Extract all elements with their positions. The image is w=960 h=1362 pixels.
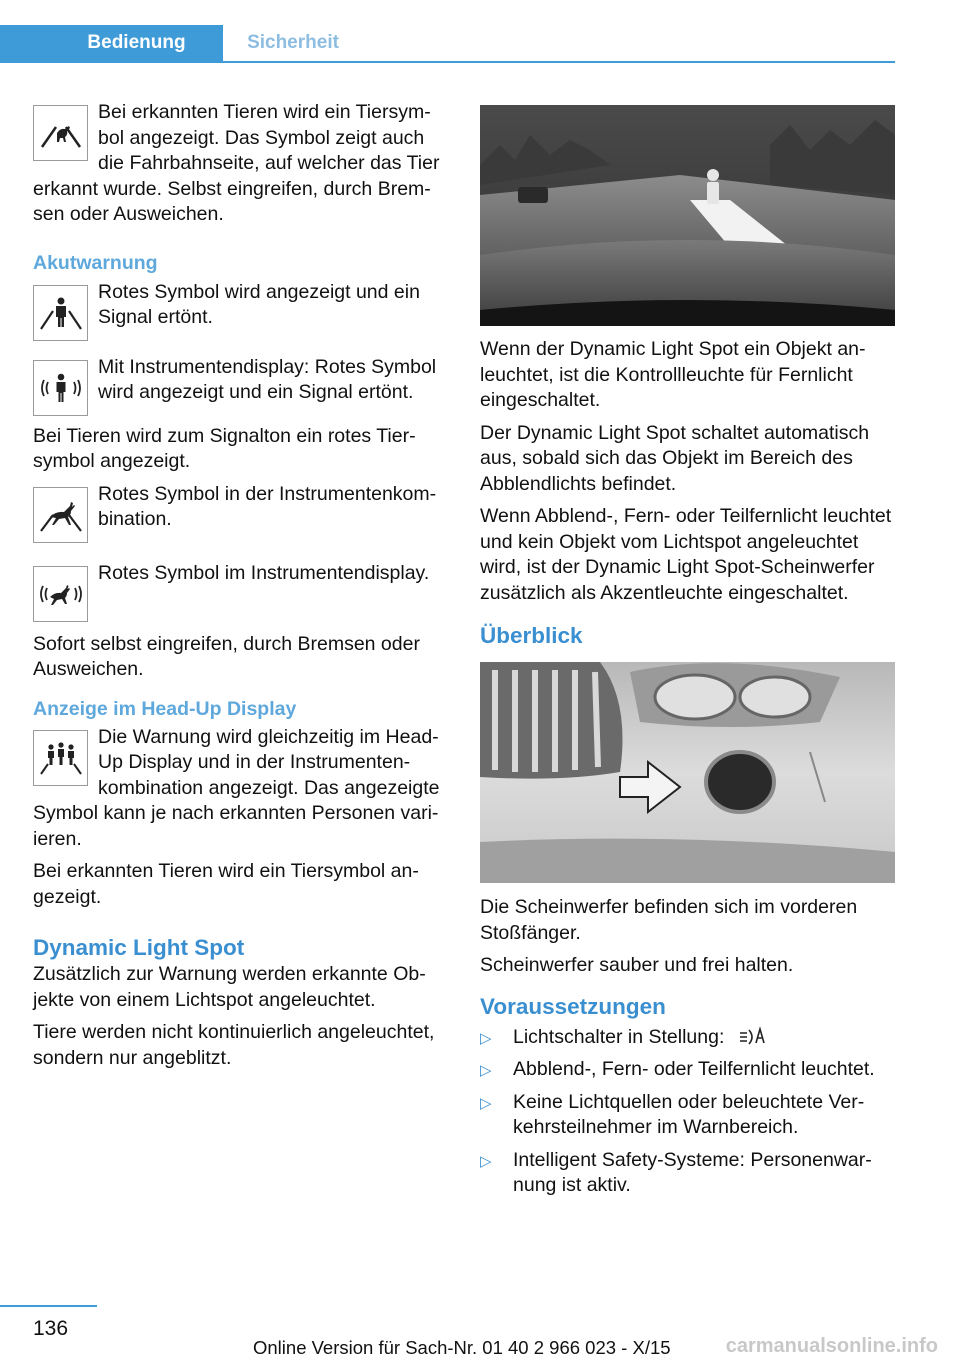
p-dynamic-2: Tiere werden nicht kontinuierlich angeleuchtet, sondern nur angeblitzt. [33,1021,435,1069]
triangle-bullet-icon: ▷ [480,1094,492,1112]
heading-headup: Anzeige im Head-Up Display [33,697,297,720]
step-text: Keine Lichtquellen oder beleuchtete Verkehrsteilnehmer im Warnbereich. [513,1090,865,1138]
p-spot-3: Wenn Abblend-, Fern- oder Teilfernlicht leuchtet und kein Objekt vom Lichtspot angeleuchtet wird, ist der Dynamic Light Spot-Scheinwerfer zusätzlich als Akzentleuchte eingeschaltet. [480,505,892,604]
red-person-symbol-row [33,280,448,336]
requirements-list [480,1025,895,1199]
list-item [480,1057,895,1083]
p-red-instrument-display: Rotes Symbol im Instrumentendisplay. [98,561,430,584]
triangle-bullet-icon: ▷ [480,1029,492,1047]
header-rule [0,61,895,63]
chapter-header [0,25,895,63]
p-spot-2: Der Dynamic Light Spot schaltet automatisch aus, sobald sich das Objekt im Bereich des Abblendlichts befindet. [480,421,870,495]
list-item [480,1090,895,1141]
p-red-symbol: Rotes Symbol wird angezeigt und ein Signal ertönt. [98,280,420,328]
heading-ueberblick: Überblick [480,623,583,648]
step-text: Abblend-, Fern- oder Teilfernlicht leuchtet. [513,1058,875,1080]
p-location: Die Scheinwerfer befinden sich im vorderen Stoßfänger. [480,896,858,944]
pedestrian-road-symbol-icon [33,285,88,341]
tab-sicherheit[interactable]: Sicherheit [247,32,339,53]
triangle-bullet-icon: ▷ [480,1152,492,1170]
pedestrian-warning-waves-icon [33,360,88,416]
tab-bedienung[interactable]: Bedienung [0,25,223,61]
footer-rule [0,1305,97,1307]
group-persons-symbol-icon [33,730,88,786]
deer-road-symbol-icon [33,487,88,543]
p-red-instrument-cluster: Rotes Symbol in der Instrumentenkombination. [98,482,437,530]
p-headup: Die Warnung wird gleichzeitig im Head-Up Display und in der Instrumentenkombination angezeigt. Das angezeigte Symbol kann je nach erkannten Personen variieren. [33,725,440,850]
headup-symbol-row [33,725,448,853]
page-number: 136 [33,1317,69,1340]
step-text: Intelligent Safety-Systeme: Personenwarnung ist aktiv. [513,1148,872,1196]
p-animals-signal: Bei Tieren wird zum Signalton ein rotes Tiersymbol angezeigt. [33,424,416,472]
deer-warning-waves-icon [33,566,88,622]
p-headup-animals: Bei erkannten Tieren wird ein Tiersymbol angezeigt. [33,860,419,908]
watermark[interactable]: carmanualsonline.info [725,1335,938,1357]
left-column [33,100,448,1078]
bumper-headlight-illustration [480,662,895,883]
p-dynamic-1: Zusätzlich zur Warnung werden erkannte Objekte von einem Lichtspot angeleuchtet. [33,963,426,1011]
heading-akutwarnung: Akutwarnung [33,251,158,274]
red-animal-display-row [33,561,448,617]
heading-dynamic-light-spot: Dynamic Light Spot [33,935,245,960]
right-column [480,105,895,1206]
animal-road-symbol-icon [33,105,88,161]
night-road-illustration [480,105,895,326]
heading-voraussetzungen: Voraussetzungen [480,993,666,1019]
p-animal-symbol: Bei erkannten Tieren wird ein Tiersymbol angezeigt. Das Symbol zeigt auch die Fahrbahnseite, auf welcher das Tier erkannt wurde. Selbst eingreifen, durch Bremsen oder Ausweichen. [33,101,440,225]
p-intervene: Sofort selbst eingreifen, durch Bremsen oder Ausweichen. [33,632,420,680]
list-item [480,1025,895,1051]
light-switch-auto-icon [738,1025,768,1047]
list-item [480,1148,895,1199]
p-spot-1: Wenn der Dynamic Light Spot ein Objekt anleuchtet, ist die Kontrollleuchte für Fernlicht eingeschaltet. [480,338,866,411]
step-text: Lichtschalter in Stellung: [513,1025,725,1048]
red-animal-cluster-row [33,482,448,538]
p-instrument-display: Mit Instrumentendisplay: Rotes Symbol wird angezeigt und ein Signal ertönt. [98,355,437,403]
instrument-display-person-row [33,355,448,411]
triangle-bullet-icon: ▷ [480,1062,492,1079]
online-version-text: Online Version für Sach-Nr. 01 40 2 966 023 - X/15 [253,1337,671,1358]
animal-symbol-row [33,100,448,228]
p-clean: Scheinwerfer sauber und frei halten. [480,954,794,976]
